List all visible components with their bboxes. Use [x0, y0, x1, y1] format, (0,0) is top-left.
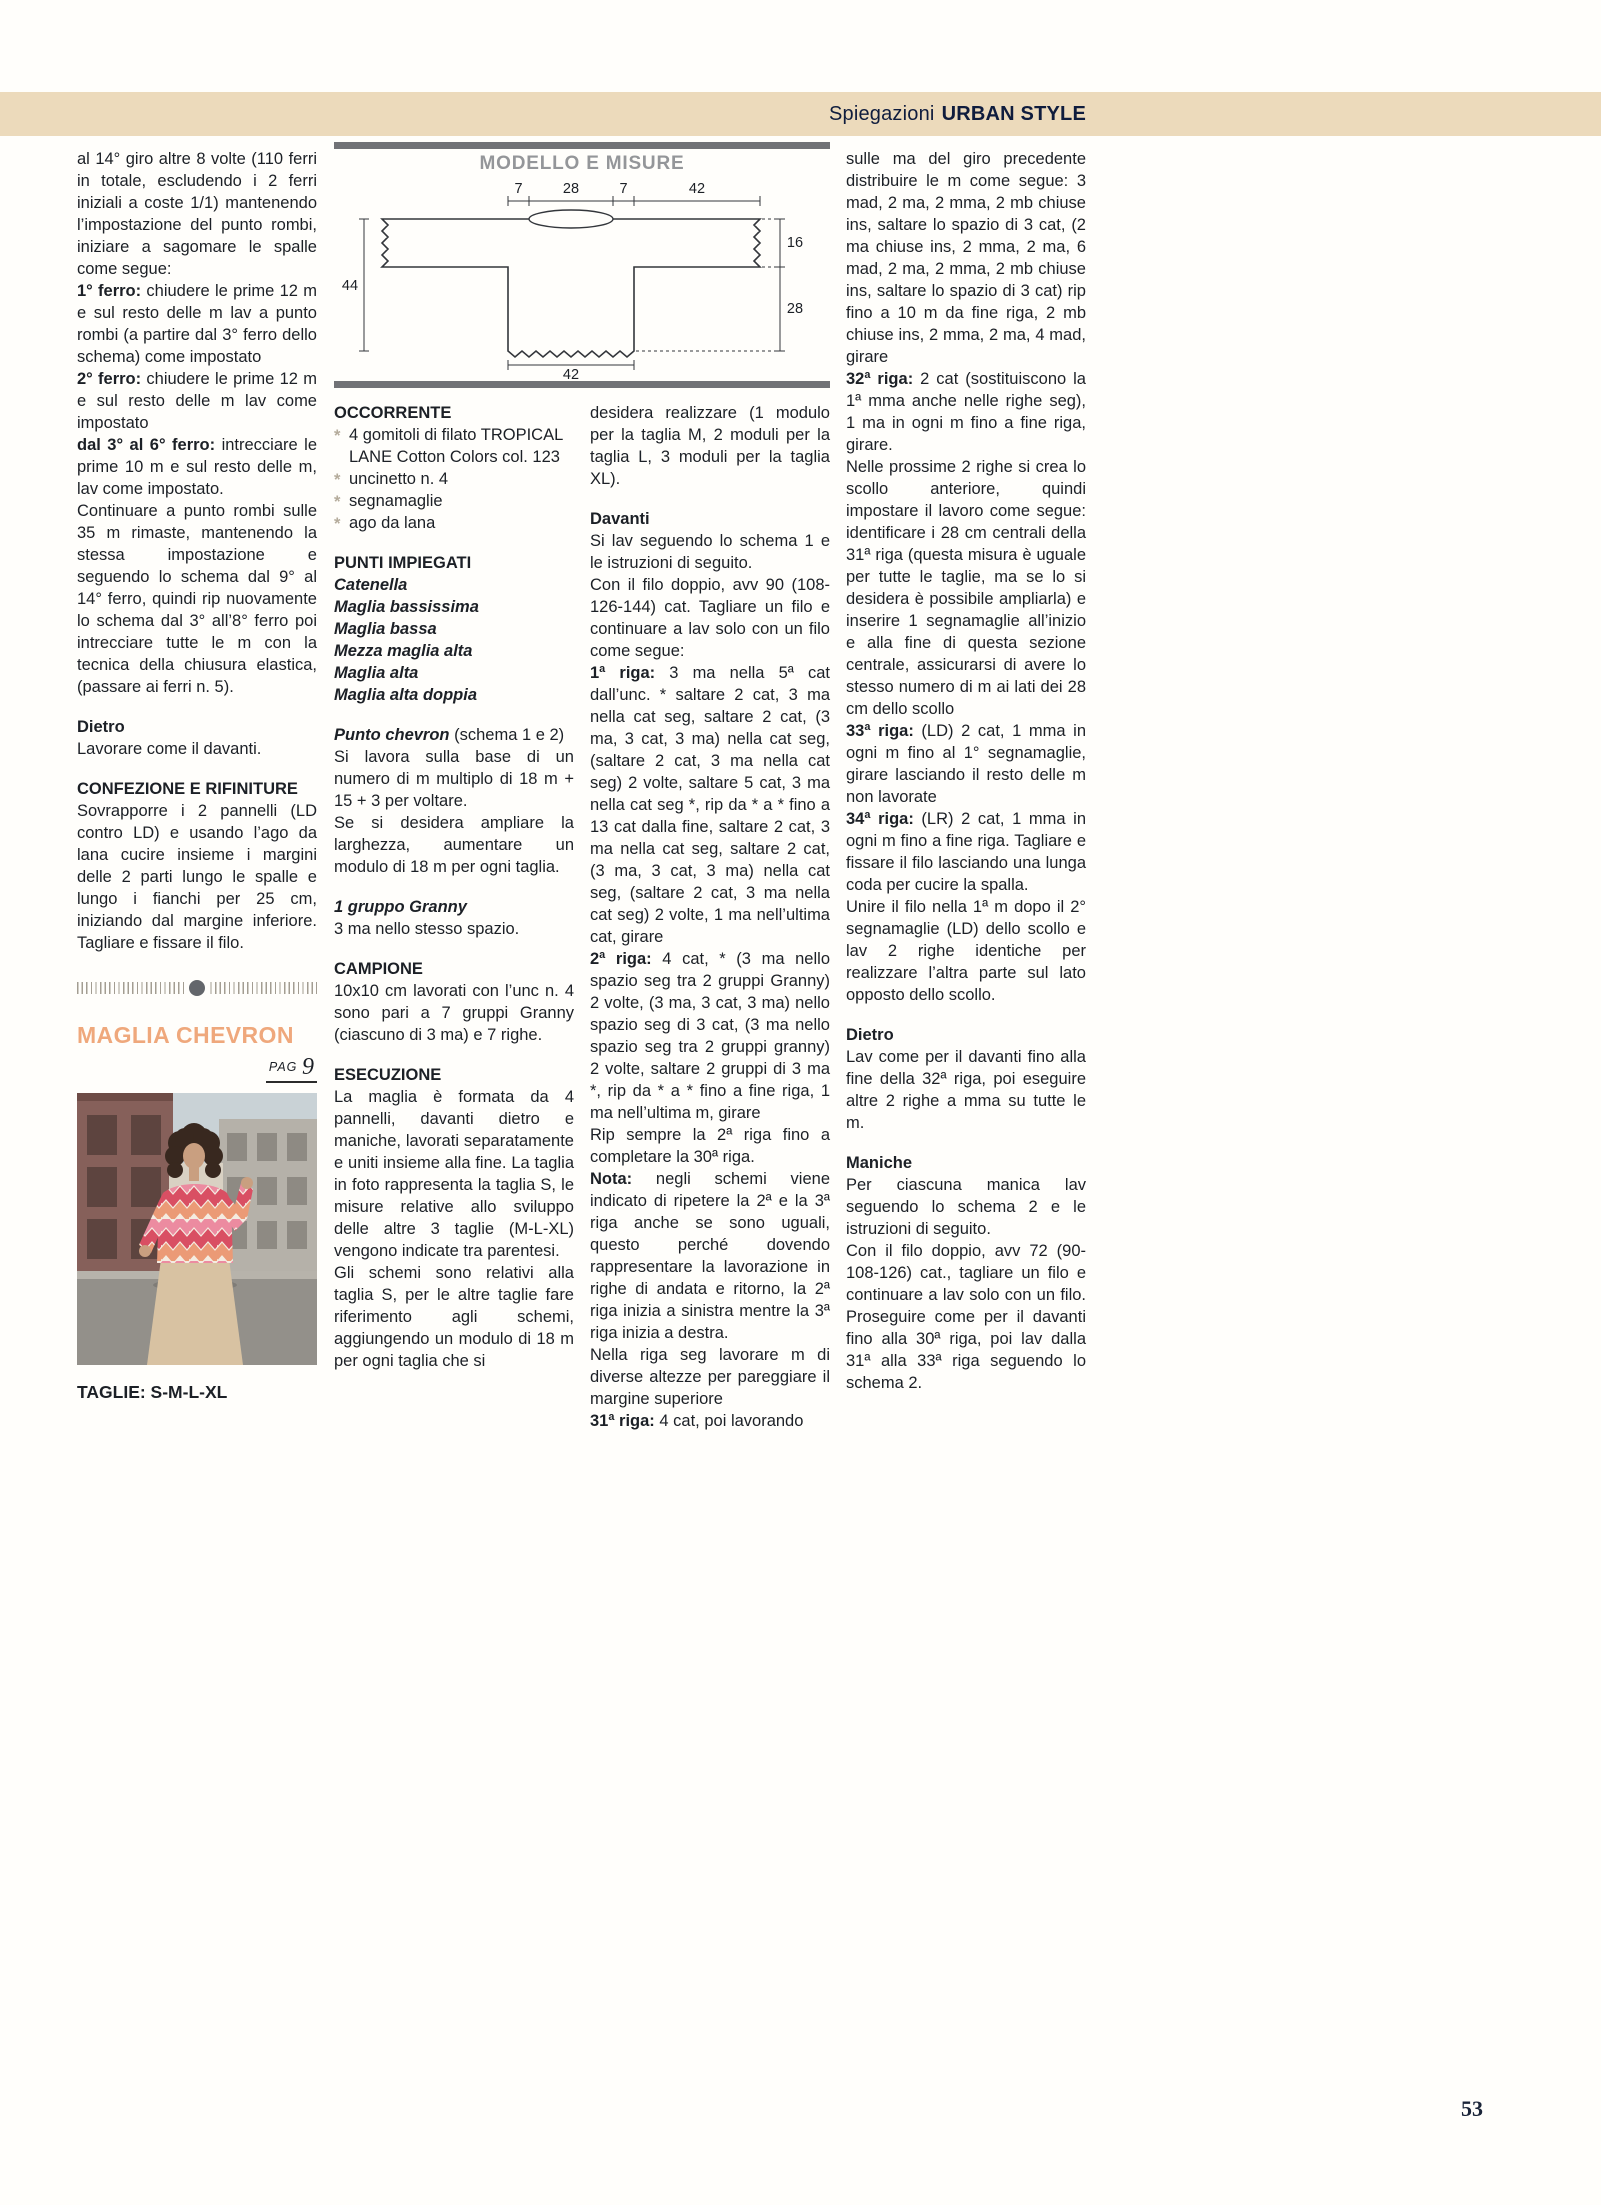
spacer — [334, 706, 574, 724]
text-run: 2 cat (sostituiscono la 1ª mma anche nelle righe seg), 1 ma in ogni m fino a fine riga, girare. — [846, 370, 1086, 454]
paragraph — [590, 574, 830, 662]
paragraph — [334, 684, 574, 706]
text-run: Se si desidera ampliare la larghezza, aumentare un modulo di 18 m per ogni taglia. — [334, 814, 574, 876]
text-run: Gli schemi sono relativi alla taglia S, per le altre taglie fare riferimento agli schemi, aggiungendo un modulo di 18 m per ogni taglia che si — [334, 1264, 574, 1370]
list-item — [334, 468, 574, 490]
measure-shoulder-left: 7 — [514, 181, 523, 197]
text-run: 2° ferro: — [77, 370, 142, 388]
text-run: Con il filo doppio, avv 72 (90-108-126) cat., tagliare un filo e continuare a lav solo con un filo. Proseguire come per il davanti fino alla 30ª riga, poi lav dalla 31ª alla 33ª riga seguendo lo schema 2. — [846, 1242, 1086, 1392]
text-run: Con il filo doppio, avv 90 (108-126-144) cat. Tagliare un filo e continuare a lav solo con un filo come segue: — [590, 576, 830, 660]
paragraph — [334, 980, 574, 1046]
section-heading: OCCORRENTE — [334, 404, 452, 422]
text-run: Lav come per il davanti fino alla fine della 32ª riga, poi eseguire altre 2 righe a mma su tutte le m. — [846, 1048, 1086, 1132]
list-item-text: uncinetto n. 4 — [349, 470, 449, 488]
paragraph — [846, 720, 1086, 808]
section-heading: PUNTI IMPIEGATI — [334, 554, 472, 572]
text-run: 31ª riga: — [590, 1412, 655, 1430]
text-run: La maglia è formata da 4 pannelli, davanti dietro e maniche, lavorati separatamente e uniti insieme alla fine. La taglia in foto rappresenta la taglia S, le misure relative allo sviluppo delle altre 3 taglie (M-L-XL) vengono indicate tra parentesi. — [334, 1088, 574, 1260]
text-run: al 14° giro altre 8 volte (110 ferri in totale, escludendo i 2 ferri iniziali a coste 1/1) mantenendo l’impostazione del punto rombi, iniziare a sagomare le spalle come segue: — [77, 150, 317, 278]
paragraph — [334, 1086, 574, 1262]
text-run: sulle ma del giro precedente distribuire le m come segue: 3 mad, 2 ma, 2 mma, 2 mb chiuse ins, saltare lo spazio di 3 cat, (2 ma chiuse ins, 2 mma, 2 ma, 6 mad, 2 ma, 2 mma, 2 mb chiuse ins, saltare lo spazio di 3 cat) rip fino a 10 m da fine riga, 2 mb chiuse ins, 2 mma, 2 ma, 4 mad, girare — [846, 150, 1086, 366]
text-run: Maglia alta doppia — [334, 686, 478, 704]
schematic-box — [334, 142, 830, 388]
text-run: 10x10 cm lavorati con l’unc n. 4 sono pari a 7 gruppi Granny (ciascuno di 3 ma) e 7 righe. — [334, 982, 574, 1044]
text-run: Nella riga seg lavorare m di diverse altezze per pareggiare il margine superiore — [590, 1346, 830, 1408]
paragraph — [846, 896, 1086, 1006]
list-item — [334, 424, 574, 468]
measure-neck-width: 28 — [562, 181, 580, 197]
text-run: Catenella — [334, 576, 408, 594]
page-number: 53 — [1461, 2096, 1483, 2121]
text-run: 3 ma nella 5ª cat dall’unc. * saltare 2 cat, 3 ma nella cat seg, saltare 2 cat, (3 ma, 3 cat, 3 ma) nella cat seg, (saltare 2 cat, 3 ma nella cat seg) 2 volte, saltare 5 cat, 3 ma nella cat seg *, rip da * a * fino a 13 cat dalla fine, saltare 2 cat, 3 ma nella cat seg, saltare 2 cat, (3 ma, 3 cat, 3 ma) nella cat seg, (saltare 2 cat, 3 ma nella cat seg) 2 volte, 1 ma nell’ultima cat, girare — [590, 664, 830, 946]
text-run: Maglia bassa — [334, 620, 437, 638]
divider-dot-icon — [189, 980, 205, 996]
rule-bottom — [334, 381, 830, 388]
text-run: negli schemi viene indicato di ripetere la 2ª e la 3ª riga anche se sono uguali, questo perché dovendo rappresentare la lavorazione in righe di andata e ritorno, la 2ª riga inizia a sinistra mentre la 3ª riga inizia a destra. — [590, 1170, 830, 1342]
section-heading: CAMPIONE — [334, 960, 423, 978]
paragraph — [77, 280, 317, 368]
chevron-sweater — [157, 1184, 233, 1263]
paragraph — [334, 724, 574, 746]
list-item-text: ago da lana — [349, 514, 436, 532]
text-run: 34ª riga: — [846, 810, 914, 828]
text-run: Punto chevron — [334, 726, 450, 744]
spacer — [334, 534, 574, 552]
section-heading: ESECUZIONE — [334, 1066, 442, 1084]
text-run: Si lav seguendo lo schema 1 e le istruzioni di seguito. — [590, 532, 830, 572]
text-run: Maglia bassissima — [334, 598, 479, 616]
text-blocks-col4 — [846, 148, 1086, 1394]
text-run: 1° ferro: — [77, 282, 142, 300]
text-run: dal 3° al 6° ferro: — [77, 436, 216, 454]
garment-schematic — [334, 177, 830, 381]
measure-sleeve-depth: 16 — [786, 235, 804, 251]
spacer — [77, 760, 317, 778]
column-3 — [590, 402, 830, 1432]
text-run: chiudere le prime 12 m e sul resto delle m lav a punto rombi (a partire dal 3° ferro dello schema) come impostato — [77, 282, 317, 366]
page-reference — [77, 1056, 317, 1083]
diagram-title: MODELLO E MISURE — [479, 153, 685, 174]
text-run: intrecciare le prime 10 m e sul resto delle m, lav come impostato. — [77, 436, 317, 498]
section-heading: CONFEZIONE E RIFINITURE — [77, 780, 298, 798]
list-item — [334, 512, 574, 534]
text-run: Nota: — [590, 1170, 633, 1188]
paragraph — [334, 918, 574, 940]
paragraph — [590, 1124, 830, 1168]
paragraph — [590, 1168, 830, 1344]
paragraph — [334, 896, 574, 918]
text-blocks-col1 — [77, 148, 317, 954]
paragraph — [846, 1046, 1086, 1134]
paragraph — [77, 434, 317, 500]
text-run: Continuare a punto rombi sulle 35 m rimaste, mantenendo la stessa impostazione e seguendo lo schema dal 9° al 14° ferro, quindi rip nuovamente lo schema dal 3° all’8° ferro poi intrecciare tutte le m con la tecnica della chiusura elastica, (passare ai ferri n. 5). — [77, 502, 317, 696]
paragraph — [590, 1410, 830, 1432]
page-reference-inner — [266, 1056, 317, 1083]
measure-sleeve-length: 42 — [688, 181, 706, 197]
hand-left — [139, 1245, 151, 1257]
header-text — [0, 92, 1086, 136]
sizes-label: TAGLIE: S-M-L-XL — [77, 1382, 228, 1402]
paragraph — [846, 456, 1086, 720]
paragraph — [846, 368, 1086, 456]
list-item — [334, 490, 574, 512]
spacer — [846, 1134, 1086, 1152]
text-run: Mezza maglia alta — [334, 642, 473, 660]
text-run: Per ciascuna manica lav seguendo lo schema 2 e le istruzioni di seguito. — [846, 1176, 1086, 1238]
paragraph — [334, 596, 574, 618]
column-1 — [77, 148, 317, 1403]
text-run: Nelle prossime 2 righe si crea lo scollo anteriore, quindi impostare il lavoro come segue: identificare i 28 cm centrali della 31ª riga (questa misura è uguale per tutte le taglie, ma se lo si desidera è possibile ampliarla) e inserire 1 segnamaglie all’inizio e alla fine di questa sezione centrale, assicurarsi di avere lo stesso numero di m ai lati dei 28 cm dello scollo — [846, 458, 1086, 718]
list-item-text: segnamaglie — [349, 492, 443, 510]
paragraph — [334, 640, 574, 662]
section-heading: Maniche — [846, 1154, 913, 1172]
text-run: 1ª riga: — [590, 664, 656, 682]
text-run: (schema 1 e 2) — [449, 726, 565, 744]
bullet-star-icon: * — [334, 493, 341, 511]
paragraph — [77, 368, 317, 434]
paragraph — [334, 662, 574, 684]
spacer — [77, 698, 317, 716]
spacer — [334, 878, 574, 896]
model-photo — [77, 1093, 317, 1365]
spacer — [846, 1006, 1086, 1024]
bullet-star-icon: * — [334, 427, 341, 445]
paragraph — [77, 148, 317, 280]
list-item-text: 4 gomitoli di filato TROPICAL LANE Cotton Colors col. 123 — [349, 426, 563, 466]
spacer — [334, 1046, 574, 1064]
paragraph — [334, 746, 574, 812]
text-run: 4 cat, poi lavorando — [654, 1412, 804, 1430]
text-run: 1 gruppo Granny — [334, 898, 467, 916]
section-heading: Dietro — [846, 1026, 894, 1044]
paragraph — [334, 574, 574, 596]
measure-body-width: 42 — [562, 367, 580, 381]
bullet-star-icon: * — [334, 515, 341, 533]
text-run: (LR) 2 cat, 1 mma in ogni m fino a fine riga. Tagliare e fissare il filo lasciando una lunga coda per cucire la spalla. — [846, 810, 1086, 894]
text-run: 32ª riga: — [846, 370, 914, 388]
header-band — [0, 92, 1601, 136]
paragraph — [334, 1262, 574, 1372]
face — [183, 1143, 205, 1169]
text-run: Si lavora sulla base di un numero di m multiplo di 18 m + 15 + 3 per voltare. — [334, 748, 574, 810]
paragraph — [77, 738, 317, 760]
paragraph — [846, 808, 1086, 896]
text-run: (LD) 2 cat, 1 mma in ogni m fino al 1° segnamaglie, girare lasciando il resto delle m non lavorate — [846, 722, 1086, 806]
paragraph — [846, 1174, 1086, 1240]
paragraph — [846, 148, 1086, 368]
article-title: MAGLIA CHEVRON — [77, 1022, 294, 1048]
paragraph — [77, 500, 317, 698]
paragraph — [590, 1344, 830, 1410]
text-run: 33ª riga: — [846, 722, 914, 740]
paragraph — [334, 618, 574, 640]
paragraph — [846, 1240, 1086, 1394]
paragraph — [590, 530, 830, 574]
text-blocks-col3 — [590, 402, 830, 1432]
text-run: Maglia alta — [334, 664, 419, 682]
measure-total-height: 44 — [341, 278, 359, 294]
page-ref-label: PAG — [268, 1060, 298, 1074]
page-ref-number: 9 — [302, 1054, 314, 1080]
paragraph — [590, 662, 830, 948]
text-run: 3 ma nello stesso spazio. — [334, 920, 520, 938]
text-run: Rip sempre la 2ª riga fino a completare la 30ª riga. — [590, 1126, 830, 1166]
text-run: chiudere le prime 12 m e sul resto delle m lav come impostato — [77, 370, 317, 432]
paragraph — [590, 402, 830, 490]
paragraph — [590, 948, 830, 1124]
text-run: 2ª riga: — [590, 950, 652, 968]
column-4 — [846, 148, 1086, 1394]
hand-right — [241, 1177, 253, 1189]
text-run: Lavorare come il davanti. — [77, 740, 262, 758]
header-section-label: Spiegazioni — [828, 103, 935, 125]
paragraph — [334, 812, 574, 878]
measure-shoulder-right: 7 — [619, 181, 628, 197]
rule-top — [334, 142, 830, 149]
bullet-star-icon: * — [334, 471, 341, 489]
paragraph — [77, 800, 317, 954]
garment-outline — [382, 219, 760, 357]
neckline — [529, 210, 613, 228]
spacer — [590, 490, 830, 508]
measure-body-below-sleeve: 28 — [786, 301, 804, 317]
section-divider — [77, 980, 317, 996]
section-heading: Dietro — [77, 718, 125, 736]
text-run: 4 cat, * (3 ma nello spazio seg tra 2 gruppi Granny) 2 volte, (3 ma, 3 cat, 3 ma) nello spazio seg di 3 cat, (3 ma nello spazio seg tra 2 gruppi granny) 2 volte, saltare 2 gruppi di 3 ma *, rip da * a * fino a fine riga, 1 ma nell’ultima m, girare — [590, 950, 830, 1122]
text-run: Sovrapporre i 2 pannelli (LD contro LD) e usando l’ago da lana cucire insieme i margini delle 2 parti lungo le spalle e lungo i fianchi per 25 cm, iniziando dal margine inferiore. Tagliare e fissare il filo. — [77, 802, 317, 952]
text-blocks-col2 — [334, 402, 574, 1372]
text-run: Unire il filo nella 1ª m dopo il 2° segnamaglie (LD) dello scollo e lav 2 righe identiche per realizzare l’altra parte sul lato opposto dello scollo. — [846, 898, 1086, 1004]
text-run: desidera realizzare (1 modulo per la taglia M, 2 moduli per la taglia L, 3 moduli per la taglia XL). — [590, 404, 830, 488]
spacer — [334, 940, 574, 958]
column-2 — [334, 402, 574, 1372]
skirt — [147, 1259, 243, 1365]
section-heading: Davanti — [590, 510, 650, 528]
header-section-title: URBAN STYLE — [941, 103, 1086, 125]
